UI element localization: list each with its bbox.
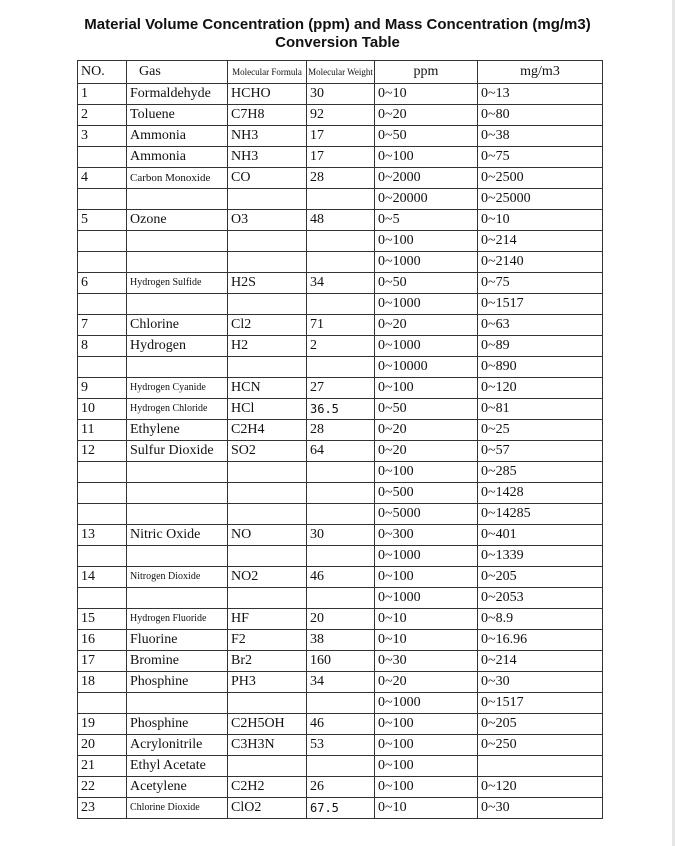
cell-weight [307,462,375,483]
cell-weight: 92 [307,105,375,126]
cell-gas: Ethylene [127,420,228,441]
cell-gas: Ammonia [127,126,228,147]
cell-ppm: 0~10 [375,84,478,105]
cell-weight: 2 [307,336,375,357]
table-row [78,483,603,504]
cell-gas: Ammonia [127,147,228,168]
cell-formula: ClO2 [228,798,307,819]
cell-no [78,693,127,714]
cell-formula: PH3 [228,672,307,693]
cell-weight: 17 [307,126,375,147]
cell-mg: 0~1517 [478,294,603,315]
cell-gas [127,588,228,609]
cell-weight: 28 [307,168,375,189]
cell-mg: 0~89 [478,336,603,357]
cell-mg: 0~38 [478,126,603,147]
table-row [78,462,603,483]
cell-gas: Toluene [127,105,228,126]
cell-gas [127,294,228,315]
cell-mg: 0~25 [478,420,603,441]
cell-formula: C2H4 [228,420,307,441]
cell-ppm: 0~1000 [375,336,478,357]
cell-formula: C2H2 [228,777,307,798]
cell-ppm: 0~10 [375,798,478,819]
cell-weight [307,588,375,609]
cell-ppm: 0~10000 [375,357,478,378]
cell-weight: 46 [307,714,375,735]
cell-no: 3 [78,126,127,147]
table-row [78,672,603,693]
cell-formula: C3H3N [228,735,307,756]
table-row [78,798,603,819]
cell-weight [307,252,375,273]
cell-no: 17 [78,651,127,672]
document-subtitle: Conversion Table [275,34,400,51]
table-header-row [78,61,603,84]
cell-mg: 0~14285 [478,504,603,525]
cell-gas: Nitrogen Dioxide [127,567,228,588]
cell-mg: 0~57 [478,441,603,462]
cell-ppm: 0~100 [375,231,478,252]
cell-weight [307,504,375,525]
cell-formula [228,252,307,273]
cell-ppm: 0~100 [375,147,478,168]
cell-weight [307,189,375,210]
cell-ppm: 0~50 [375,399,478,420]
header-molecular-weight: Molecular Weight [307,61,375,84]
cell-no [78,189,127,210]
cell-gas [127,693,228,714]
header-molecular-formula: Molecular Formula [228,61,307,84]
table-row [78,777,603,798]
table-row [78,756,603,777]
cell-ppm: 0~2000 [375,168,478,189]
table-row [78,441,603,462]
cell-formula [228,294,307,315]
cell-ppm: 0~500 [375,483,478,504]
cell-no: 14 [78,567,127,588]
cell-ppm: 0~1000 [375,252,478,273]
document-title: Material Volume Concentration (ppm) and Mass Concentration (mg/m3) [84,16,591,33]
cell-formula: F2 [228,630,307,651]
cell-no: 7 [78,315,127,336]
cell-gas [127,231,228,252]
cell-gas: Hydrogen Cyanide [127,378,228,399]
cell-gas: Acrylonitrile [127,735,228,756]
header-ppm: ppm [375,61,478,84]
cell-mg: 0~75 [478,273,603,294]
cell-gas: Chlorine [127,315,228,336]
cell-no: 18 [78,672,127,693]
cell-mg: 0~13 [478,84,603,105]
cell-formula: NH3 [228,126,307,147]
table-row [78,630,603,651]
cell-formula [228,462,307,483]
cell-mg [478,756,603,777]
cell-weight [307,483,375,504]
cell-weight: 30 [307,525,375,546]
cell-formula [228,504,307,525]
cell-mg: 0~2053 [478,588,603,609]
cell-formula [228,756,307,777]
table-row [78,252,603,273]
table-row [78,189,603,210]
cell-gas: Phosphine [127,672,228,693]
cell-weight: 34 [307,672,375,693]
cell-weight: 34 [307,273,375,294]
cell-weight: 46 [307,567,375,588]
cell-no: 2 [78,105,127,126]
cell-ppm: 0~10 [375,630,478,651]
cell-formula: HCl [228,399,307,420]
cell-gas: Carbon Monoxide [127,168,228,189]
table-row [78,714,603,735]
cell-mg: 0~1428 [478,483,603,504]
cell-ppm: 0~20000 [375,189,478,210]
header-mg-m3: mg/m3 [478,61,603,84]
cell-formula [228,357,307,378]
cell-ppm: 0~100 [375,462,478,483]
cell-no [78,504,127,525]
cell-ppm: 0~50 [375,273,478,294]
cell-formula: HCHO [228,84,307,105]
cell-gas: Hydrogen Chloride [127,399,228,420]
cell-formula: O3 [228,210,307,231]
cell-ppm: 0~100 [375,735,478,756]
cell-weight: 20 [307,609,375,630]
cell-mg: 0~10 [478,210,603,231]
cell-formula: C2H5OH [228,714,307,735]
cell-no [78,462,127,483]
cell-weight: 27 [307,378,375,399]
cell-weight [307,693,375,714]
cell-ppm: 0~100 [375,756,478,777]
cell-no: 21 [78,756,127,777]
cell-gas: Fluorine [127,630,228,651]
cell-weight: 53 [307,735,375,756]
cell-no [78,252,127,273]
conversion-table [77,60,603,819]
cell-mg: 0~1517 [478,693,603,714]
cell-no: 12 [78,441,127,462]
table-row [78,357,603,378]
cell-weight [307,546,375,567]
cell-ppm: 0~50 [375,126,478,147]
cell-formula [228,693,307,714]
cell-ppm: 0~30 [375,651,478,672]
table-row [78,210,603,231]
cell-mg: 0~285 [478,462,603,483]
cell-no [78,294,127,315]
cell-formula [228,189,307,210]
table-row [78,420,603,441]
cell-no: 16 [78,630,127,651]
cell-formula: H2 [228,336,307,357]
cell-ppm: 0~5 [375,210,478,231]
cell-mg: 0~1339 [478,546,603,567]
cell-no: 20 [78,735,127,756]
cell-mg: 0~8.9 [478,609,603,630]
table-row [78,231,603,252]
cell-gas: Hydrogen Fluoride [127,609,228,630]
cell-ppm: 0~5000 [375,504,478,525]
cell-mg: 0~81 [478,399,603,420]
cell-formula: HF [228,609,307,630]
table-row [78,399,603,420]
cell-gas: Hydrogen [127,336,228,357]
cell-weight: 28 [307,420,375,441]
cell-gas: Chlorine Dioxide [127,798,228,819]
cell-ppm: 0~20 [375,441,478,462]
cell-no [78,147,127,168]
table-row [78,546,603,567]
table-row [78,651,603,672]
cell-no [78,231,127,252]
cell-no: 15 [78,609,127,630]
cell-mg: 0~205 [478,714,603,735]
cell-gas: Sulfur Dioxide [127,441,228,462]
cell-gas [127,252,228,273]
cell-weight: 71 [307,315,375,336]
cell-weight: 17 [307,147,375,168]
cell-gas [127,483,228,504]
cell-no: 4 [78,168,127,189]
cell-mg: 0~75 [478,147,603,168]
cell-weight [307,357,375,378]
cell-gas: Formaldehyde [127,84,228,105]
cell-ppm: 0~100 [375,567,478,588]
cell-mg: 0~63 [478,315,603,336]
cell-gas [127,462,228,483]
cell-no: 13 [78,525,127,546]
cell-formula: NH3 [228,147,307,168]
cell-formula [228,483,307,504]
table-row [78,126,603,147]
table-row [78,525,603,546]
cell-mg: 0~214 [478,231,603,252]
cell-weight: 26 [307,777,375,798]
cell-gas [127,546,228,567]
cell-weight [307,756,375,777]
cell-mg: 0~214 [478,651,603,672]
cell-gas [127,504,228,525]
cell-formula: SO2 [228,441,307,462]
cell-ppm: 0~1000 [375,546,478,567]
table-row [78,294,603,315]
cell-no: 10 [78,399,127,420]
cell-gas [127,357,228,378]
cell-ppm: 0~100 [375,378,478,399]
cell-formula: C7H8 [228,105,307,126]
cell-gas: Acetylene [127,777,228,798]
cell-mg: 0~205 [478,567,603,588]
cell-mg: 0~16.96 [478,630,603,651]
cell-weight: 30 [307,84,375,105]
table-row [78,588,603,609]
cell-ppm: 0~20 [375,672,478,693]
cell-no [78,357,127,378]
cell-formula: HCN [228,378,307,399]
cell-ppm: 0~1000 [375,294,478,315]
cell-mg: 0~250 [478,735,603,756]
cell-ppm: 0~1000 [375,588,478,609]
table-row [78,567,603,588]
cell-weight [307,294,375,315]
table-row [78,84,603,105]
cell-no: 23 [78,798,127,819]
header-no: NO. [78,61,127,84]
cell-mg: 0~2500 [478,168,603,189]
cell-mg: 0~401 [478,525,603,546]
table-row [78,168,603,189]
cell-weight: 36.5 [307,399,375,420]
cell-mg: 0~2140 [478,252,603,273]
cell-formula: NO2 [228,567,307,588]
cell-gas: Hydrogen Sulfide [127,273,228,294]
cell-ppm: 0~1000 [375,693,478,714]
cell-ppm: 0~20 [375,105,478,126]
cell-formula: CO [228,168,307,189]
cell-formula: NO [228,525,307,546]
cell-gas: Ethyl Acetate [127,756,228,777]
table-row [78,273,603,294]
cell-mg: 0~80 [478,105,603,126]
cell-weight: 160 [307,651,375,672]
cell-formula [228,588,307,609]
table-row [78,609,603,630]
cell-ppm: 0~20 [375,420,478,441]
table-row [78,504,603,525]
cell-mg: 0~25000 [478,189,603,210]
cell-weight: 64 [307,441,375,462]
cell-formula: Br2 [228,651,307,672]
cell-no: 5 [78,210,127,231]
cell-formula: Cl2 [228,315,307,336]
cell-ppm: 0~100 [375,714,478,735]
cell-mg: 0~30 [478,672,603,693]
cell-gas: Ozone [127,210,228,231]
cell-ppm: 0~100 [375,777,478,798]
table-row [78,378,603,399]
cell-ppm: 0~20 [375,315,478,336]
cell-mg: 0~890 [478,357,603,378]
cell-ppm: 0~10 [375,609,478,630]
cell-formula [228,231,307,252]
table-row [78,735,603,756]
cell-no: 11 [78,420,127,441]
table-row [78,693,603,714]
cell-no [78,483,127,504]
cell-no: 8 [78,336,127,357]
cell-no: 22 [78,777,127,798]
cell-mg: 0~120 [478,378,603,399]
cell-mg: 0~120 [478,777,603,798]
cell-weight: 48 [307,210,375,231]
header-gas: Gas [127,61,228,84]
cell-gas [127,189,228,210]
table-row [78,105,603,126]
cell-no: 19 [78,714,127,735]
cell-ppm: 0~300 [375,525,478,546]
cell-gas: Bromine [127,651,228,672]
cell-gas: Nitric Oxide [127,525,228,546]
table-row [78,336,603,357]
cell-weight: 38 [307,630,375,651]
cell-no: 9 [78,378,127,399]
cell-gas: Phosphine [127,714,228,735]
cell-formula: H2S [228,273,307,294]
cell-no [78,546,127,567]
cell-formula [228,546,307,567]
table-row [78,315,603,336]
table-row [78,147,603,168]
cell-no: 6 [78,273,127,294]
cell-weight: 67.5 [307,798,375,819]
cell-weight [307,231,375,252]
cell-no: 1 [78,84,127,105]
cell-mg: 0~30 [478,798,603,819]
cell-no [78,588,127,609]
